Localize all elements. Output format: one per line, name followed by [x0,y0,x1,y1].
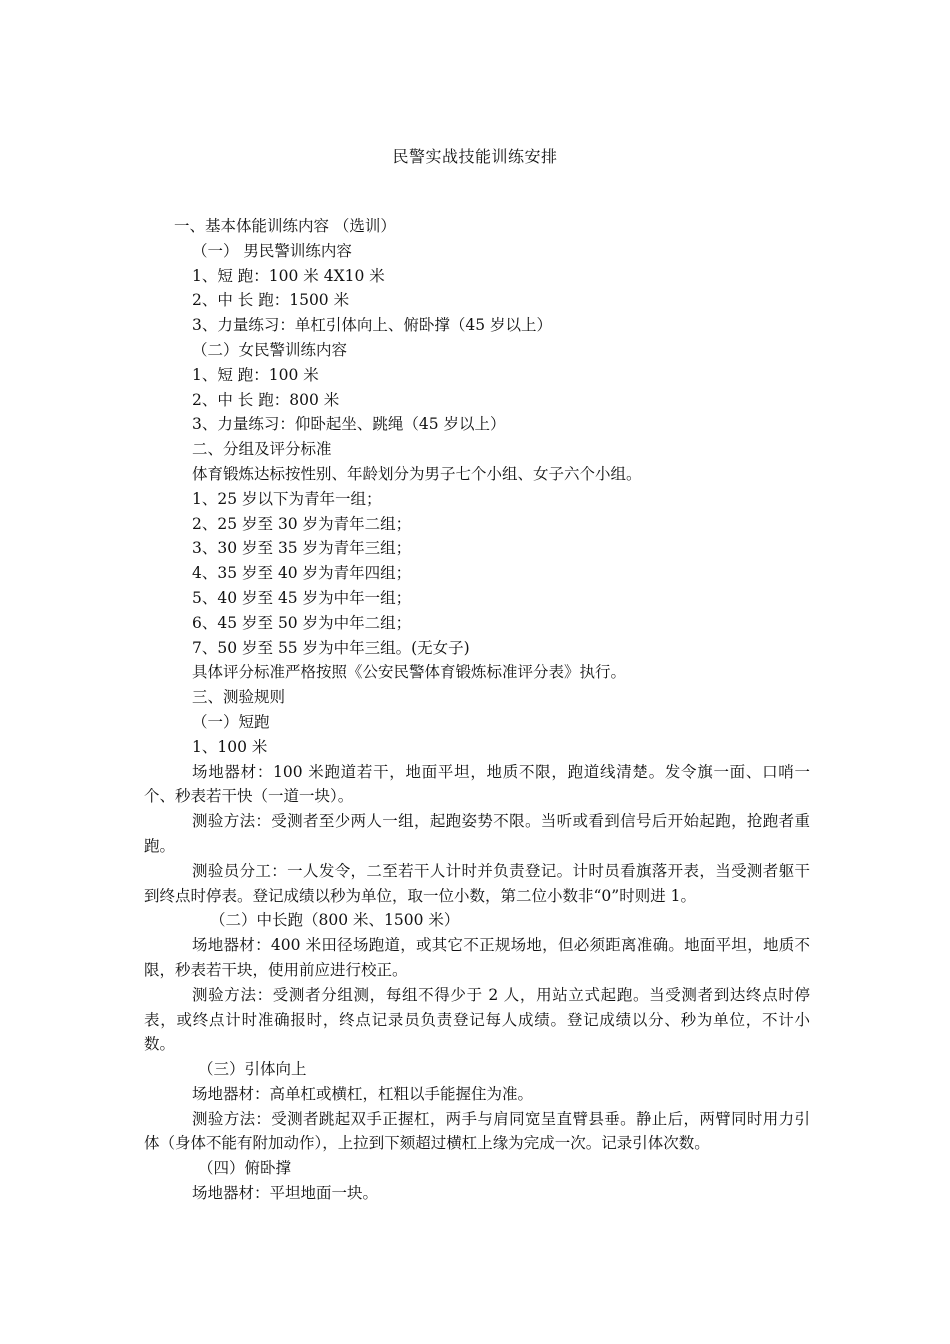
document-title: 民警实战技能训练安排 [392,147,558,166]
paragraph: 具体评分标准严格按照《公安民警体育锻炼标准评分表》执行。 [192,663,627,682]
paragraph: 场地器材：100 米跑道若干，地面平坦，地质不限，跑道线清楚。发令旗一面、口哨一个、秒表若干快（一道一块）。 [144,762,810,806]
paragraph: 场地器材：高单杠或横杠，杠粗以手能握住为准。 [192,1084,534,1103]
subsection-heading: （二）中长跑（800 米、1500 米） [210,911,460,930]
paragraph: 测验员分工：一人发令，二至若干人计时并负责登记。计时员看旗落开表，当受测者躯干到终点时停表。登记成绩以秒为单位，取一位小数，第二位小数非“0”时则进 1。 [144,861,810,905]
list-item: 1、25 岁以下为青年一组； [192,489,382,508]
list-item: 3、30 岁至 35 岁为青年三组； [192,539,412,558]
paragraph: 测验方法：受测者至少两人一组，起跑姿势不限。当听或看到信号后开始起跑，抢跑者重跑。 [144,812,810,855]
subsection-heading: （二）女民警训练内容 [192,340,348,359]
list-item: 1、100 米 [192,737,268,756]
subsection-heading: （三）引体向上 [198,1060,307,1079]
section-heading: 三、测验规则 [192,688,286,707]
subsection-heading: （四）俯卧撑 [198,1159,292,1178]
list-item: 2、中 长 跑：1500 米 [192,291,350,310]
list-item: 3、力量练习：仰卧起坐、跳绳（45 岁以上） [192,415,506,434]
list-item: 1、短 跑：100 米 4X10 米 [192,266,385,285]
list-item: 2、25 岁至 30 岁为青年二组； [192,514,412,533]
list-item: 4、35 岁至 40 岁为青年四组； [192,564,412,583]
list-item: 6、45 岁至 50 岁为中年二组； [192,613,412,632]
list-item: 7、50 岁至 55 岁为中年三组。(无女子) [192,638,470,657]
paragraph: 体育锻炼达标按性别、年龄划分为男子七个小组、女子六个小组。 [192,464,642,483]
list-item: 2、中 长 跑：800 米 [192,390,340,409]
section-heading: 一、基本体能训练内容 （选训） [174,217,396,235]
list-item: 5、40 岁至 45 岁为中年一组； [192,588,412,607]
list-item: 3、力量练习：单杠引体向上、俯卧撑（45 岁以上） [192,316,553,335]
paragraph: 场地器材：400 米田径场跑道，或其它不正规场地，但必须距离准确。地面平坦，地质不限，秒表若干块，使用前应进行校正。 [144,936,810,979]
list-item: 1、短 跑：100 米 [192,365,319,384]
subsection-heading: （一）短跑 [192,712,270,731]
paragraph: 测验方法：受测者分组测，每组不得少于 2 人，用站立式起跑。当受测者到达终点时停表，或终点计时准确报时，终点记录员负责登记每人成绩。登记成绩以分、秒为单位，不计小数。 [144,985,810,1054]
section-heading: 二、分组及评分标准 [192,440,332,459]
paragraph: 测验方法：受测者跳起双手正握杠，两手与肩同宽呈直臂县垂。静止后，两臂同时用力引体（身体不能有附加动作），上拉到下颏超过横杠上缘为完成一次。记录引体次数。 [144,1109,810,1153]
paragraph: 场地器材：平坦地面一块。 [192,1184,379,1203]
subsection-heading: （一） 男民警训练内容 [192,241,352,260]
document-body [144,214,810,1206]
